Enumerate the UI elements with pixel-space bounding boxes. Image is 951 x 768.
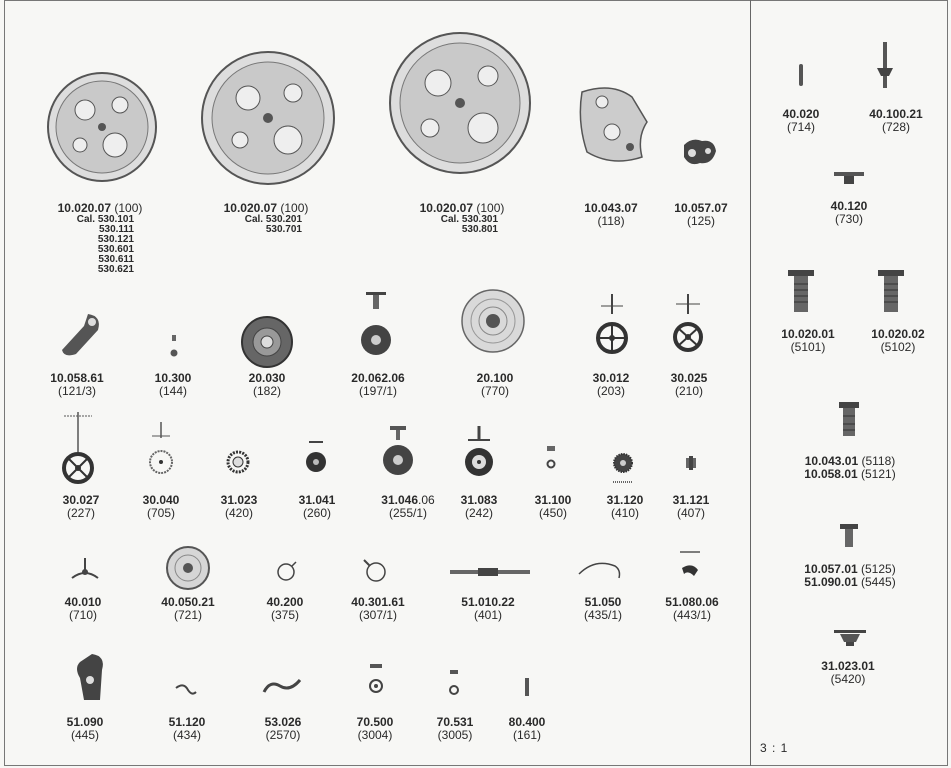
part-ref: (5420) — [830, 672, 866, 686]
part-ref: (161) — [512, 728, 541, 742]
part-number: 40.020 — [782, 107, 820, 121]
part-number: 40.301.61 — [351, 595, 405, 609]
part-label-10-020-07-c — [412, 202, 512, 235]
part-number: 10.020.01 — [781, 327, 835, 341]
part-ref: (445) — [70, 728, 99, 742]
bridge-125-image — [680, 135, 720, 169]
caliber: 530.121 — [97, 234, 134, 245]
bridge-118-image — [572, 82, 652, 167]
part-label — [668, 202, 734, 228]
part-number: 53.026 — [264, 715, 302, 729]
screw-label — [770, 328, 846, 354]
part-number: 51.090.01 — [804, 575, 858, 589]
jewel-3004-image — [366, 662, 386, 696]
part-number: 31.041 — [298, 493, 336, 507]
part-ref: (5121) — [861, 467, 896, 481]
part-label — [520, 494, 586, 520]
stem-401-image — [448, 565, 532, 579]
part-ref: (410) — [610, 506, 639, 520]
balance-721-image — [165, 545, 211, 591]
jewel-3005-image — [446, 668, 462, 698]
part-ref: (705) — [146, 506, 175, 520]
part-number: 30.025 — [670, 371, 708, 385]
part-number: 31.083 — [460, 493, 498, 507]
part-number: 31.100 — [534, 493, 572, 507]
pin-161-image — [523, 676, 531, 698]
part-ref: (770) — [480, 384, 509, 398]
lever-443-image — [676, 548, 704, 582]
spring-435-image — [575, 556, 625, 582]
caliber: 530.701 — [265, 224, 302, 235]
part-ref: (721) — [173, 608, 202, 622]
part-number: 40.120 — [830, 199, 868, 213]
part-number: 70.531 — [436, 715, 474, 729]
part-label — [234, 372, 300, 398]
part-number: 10.043.07 — [584, 201, 638, 215]
part-number: 51.090 — [66, 715, 104, 729]
part-number: 30.027 — [62, 493, 100, 507]
caliber: 530.111 — [98, 224, 134, 235]
part-label — [450, 596, 526, 622]
part-number: 10.020.07 — [57, 201, 112, 215]
part-number: 10.043.01 — [804, 454, 859, 468]
part-ref: (450) — [538, 506, 567, 520]
lever-121-image — [58, 310, 106, 360]
wheel-203-image — [593, 292, 631, 358]
spring-375-image — [274, 560, 298, 582]
part-ref: (730) — [834, 212, 863, 226]
screw-label — [816, 200, 882, 226]
part-number: 10.020.07 — [419, 201, 474, 215]
part-ref: (434) — [172, 728, 201, 742]
part-ref: (182) — [252, 384, 281, 398]
part-ref: (100) — [476, 201, 505, 215]
part-ref: (407) — [676, 506, 705, 520]
part-ref: (5445) — [861, 575, 896, 589]
part-ref: (5125) — [861, 562, 896, 576]
part-ref: (3004) — [357, 728, 393, 742]
bridge-2570-image — [262, 676, 302, 696]
wheel-705-image — [146, 420, 176, 480]
screw-5101-image — [786, 268, 816, 316]
part-label — [578, 202, 644, 228]
part-ref: (260) — [302, 506, 331, 520]
movement-plate-3-image — [388, 28, 533, 178]
screw-label — [790, 455, 910, 481]
caliber: 530.611 — [98, 254, 134, 265]
screw-5125-image — [838, 522, 860, 550]
part-number: 31.120 — [606, 493, 644, 507]
column-divider — [750, 0, 751, 766]
wheel-420-image — [226, 450, 250, 474]
wheel-197-image — [358, 290, 394, 360]
part-label — [340, 372, 416, 398]
part-label — [154, 716, 220, 742]
part-label — [570, 596, 636, 622]
part-number: 51.010.22 — [461, 595, 515, 609]
part-number: 20.030 — [248, 371, 286, 385]
part-label — [422, 716, 488, 742]
caliber: Cal. 530.101 — [76, 214, 134, 225]
part-suffix: .06 — [418, 493, 435, 507]
part-ref: (5118) — [861, 454, 896, 468]
part-number: 31.023.01 — [821, 659, 875, 673]
part-ref: (125) — [686, 214, 715, 228]
pin-144-image — [168, 333, 180, 359]
part-number: 30.012 — [592, 371, 630, 385]
part-number: 20.100 — [476, 371, 514, 385]
part-407-image — [683, 455, 699, 471]
part-number: 10.020.02 — [871, 327, 925, 341]
part-ref: (710) — [68, 608, 97, 622]
wheel-410-image — [610, 452, 636, 488]
part-label — [128, 494, 194, 520]
part-ref: (210) — [674, 384, 703, 398]
part-label-10-020-07-b — [216, 202, 316, 235]
screw-5118-image — [837, 400, 861, 440]
spring-710-image — [68, 556, 102, 586]
screw-728-image — [875, 40, 895, 90]
part-ref: (100) — [114, 201, 143, 215]
part-ref: (5102) — [880, 340, 916, 354]
part-ref: (118) — [597, 214, 625, 228]
part-ref: (242) — [464, 506, 493, 520]
spring-307-image — [360, 556, 390, 584]
screw-714-image — [796, 62, 806, 88]
part-label — [592, 494, 658, 520]
part-number: 30.040 — [142, 493, 180, 507]
part-ref: (121/3) — [57, 384, 97, 398]
part-ref: (255/1) — [388, 506, 428, 520]
part-number: 10.058.01 — [804, 467, 858, 481]
part-ref: (435/1) — [583, 608, 623, 622]
part-number: 20.062.06 — [351, 371, 405, 385]
part-label — [150, 596, 226, 622]
part-ref: (203) — [596, 384, 625, 398]
part-number: 40.200 — [266, 595, 304, 609]
part-label — [368, 494, 448, 520]
part-ref: (443/1) — [672, 608, 712, 622]
part-number: 40.050.21 — [161, 595, 215, 609]
part-label — [52, 716, 118, 742]
screw-label — [768, 108, 834, 134]
barrel-182-image — [240, 315, 295, 370]
part-label — [462, 372, 528, 398]
part-label — [140, 372, 206, 398]
part-ref: (100) — [280, 201, 309, 215]
caliber: Cal. 530.201 — [244, 214, 302, 225]
part-label — [578, 372, 644, 398]
caliber: 530.601 — [97, 244, 134, 255]
part-label — [652, 596, 732, 622]
screw-730-image — [832, 168, 866, 188]
part-label — [48, 494, 114, 520]
part-ref: (144) — [158, 384, 187, 398]
part-label — [50, 596, 116, 622]
screw-label — [856, 108, 936, 134]
wheel-255-image — [380, 424, 416, 478]
screw-label — [790, 563, 910, 589]
part-number: 31.023 — [220, 493, 258, 507]
wheel-210-image — [670, 292, 706, 358]
part-ref: (420) — [224, 506, 253, 520]
part-ref: (714) — [786, 120, 815, 134]
part-number: 31.121 — [672, 493, 710, 507]
part-ref: (227) — [66, 506, 95, 520]
part-number: 51.050 — [584, 595, 622, 609]
screw-5102-image — [876, 268, 906, 316]
part-ref: (401) — [473, 608, 502, 622]
part-ref: (375) — [270, 608, 299, 622]
part-label — [252, 596, 318, 622]
part-number: 40.100.21 — [869, 107, 923, 121]
wheel-242-image — [462, 424, 496, 480]
bridge-445-image — [70, 650, 110, 704]
part-label-10-020-07-a — [50, 202, 150, 275]
part-number: 10.058.61 — [50, 371, 104, 385]
part-label — [342, 716, 408, 742]
caliber: 530.621 — [97, 264, 134, 275]
part-label — [446, 494, 512, 520]
part-ref: (2570) — [265, 728, 301, 742]
part-ref: (5101) — [790, 340, 826, 354]
scale-label: 3 : 1 — [760, 741, 789, 755]
mainspring-770-image — [460, 288, 526, 354]
part-label — [250, 716, 316, 742]
part-number: 10.057.07 — [674, 201, 728, 215]
part-number: 70.500 — [356, 715, 394, 729]
movement-plate-1-image — [45, 70, 160, 185]
part-number: 40.010 — [64, 595, 102, 609]
part-number: 51.080.06 — [665, 595, 719, 609]
spring-434-image — [174, 680, 198, 698]
screw-5420-image — [832, 626, 868, 650]
part-number: 80.400 — [508, 715, 546, 729]
screw-label — [808, 660, 888, 686]
caliber: Cal. 530.301 — [440, 214, 498, 225]
movement-plate-2-image — [198, 48, 338, 188]
part-label — [338, 596, 418, 622]
caliber: 530.801 — [461, 224, 498, 235]
part-label — [656, 372, 722, 398]
wheel-260-image — [303, 438, 329, 476]
part-label — [494, 716, 560, 742]
part-ref: (197/1) — [358, 384, 398, 398]
part-ref: (728) — [881, 120, 910, 134]
part-number: 31.046 — [381, 493, 418, 507]
part-label — [44, 372, 110, 398]
part-label — [206, 494, 272, 520]
part-label — [658, 494, 724, 520]
part-number: 51.120 — [168, 715, 206, 729]
part-number: 10.300 — [154, 371, 192, 385]
screw-label — [860, 328, 936, 354]
part-ref: (3005) — [437, 728, 473, 742]
part-number: 10.057.01 — [804, 562, 858, 576]
pinion-450-image — [543, 444, 559, 472]
part-ref: (307/1) — [358, 608, 398, 622]
part-label — [284, 494, 350, 520]
part-number: 10.020.07 — [223, 201, 278, 215]
wheel-227-image — [60, 410, 96, 486]
